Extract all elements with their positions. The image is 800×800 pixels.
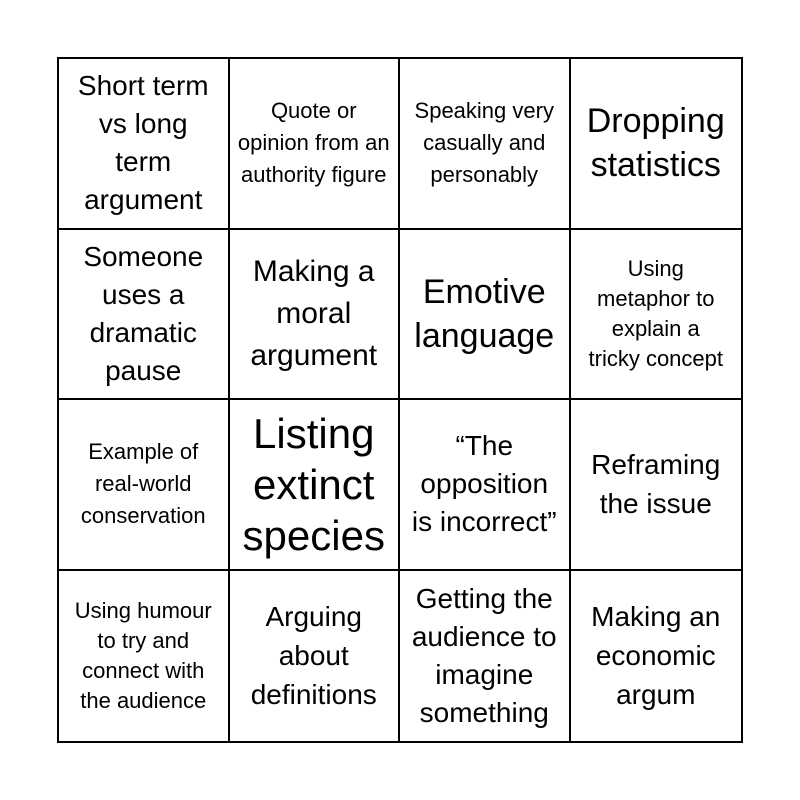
bingo-cell[interactable] [230, 230, 401, 401]
bingo-cell[interactable] [59, 230, 230, 401]
bingo-board [57, 57, 743, 743]
bingo-cell[interactable] [571, 59, 742, 230]
cell-text: Getting the audience to imagine something [411, 582, 557, 728]
cell-text: Making an economic argum [591, 601, 721, 711]
cell-text: “The opposition is incorrect” [411, 430, 557, 538]
cell-text: Using metaphor to explain a tricky concept [588, 255, 723, 371]
cell-text: Making a moral argument [250, 254, 378, 372]
cell-text: Reframing the issue [591, 449, 721, 520]
bingo-cell[interactable] [230, 400, 401, 571]
cell-text: Someone uses a dramatic pause [83, 240, 204, 386]
bingo-cell[interactable] [230, 571, 401, 742]
bingo-cell[interactable] [400, 400, 571, 571]
cell-text: Dropping statistics [586, 102, 725, 185]
cell-text: Arguing about definitions [250, 601, 377, 711]
cell-text: Emotive language [414, 272, 555, 355]
bingo-cell[interactable] [571, 230, 742, 401]
cell-text: Short term vs long term argument [77, 70, 209, 216]
bingo-cell[interactable] [59, 571, 230, 742]
bingo-cell[interactable] [59, 59, 230, 230]
bingo-cell[interactable] [59, 400, 230, 571]
bingo-cell[interactable] [400, 59, 571, 230]
cell-text: Example of real-world conservation [80, 439, 206, 529]
cell-text: Quote or opinion from an authority figure [237, 98, 390, 188]
cell-text: Using humour to try and connect with the audience [74, 597, 212, 713]
bingo-cell[interactable] [571, 400, 742, 571]
cell-text: Listing extinct species [242, 409, 385, 559]
bingo-cell[interactable] [230, 59, 401, 230]
cell-text: Speaking very casually and personably [414, 98, 554, 188]
bingo-cell[interactable] [400, 230, 571, 401]
bingo-cell[interactable] [400, 571, 571, 742]
bingo-cell[interactable] [571, 571, 742, 742]
